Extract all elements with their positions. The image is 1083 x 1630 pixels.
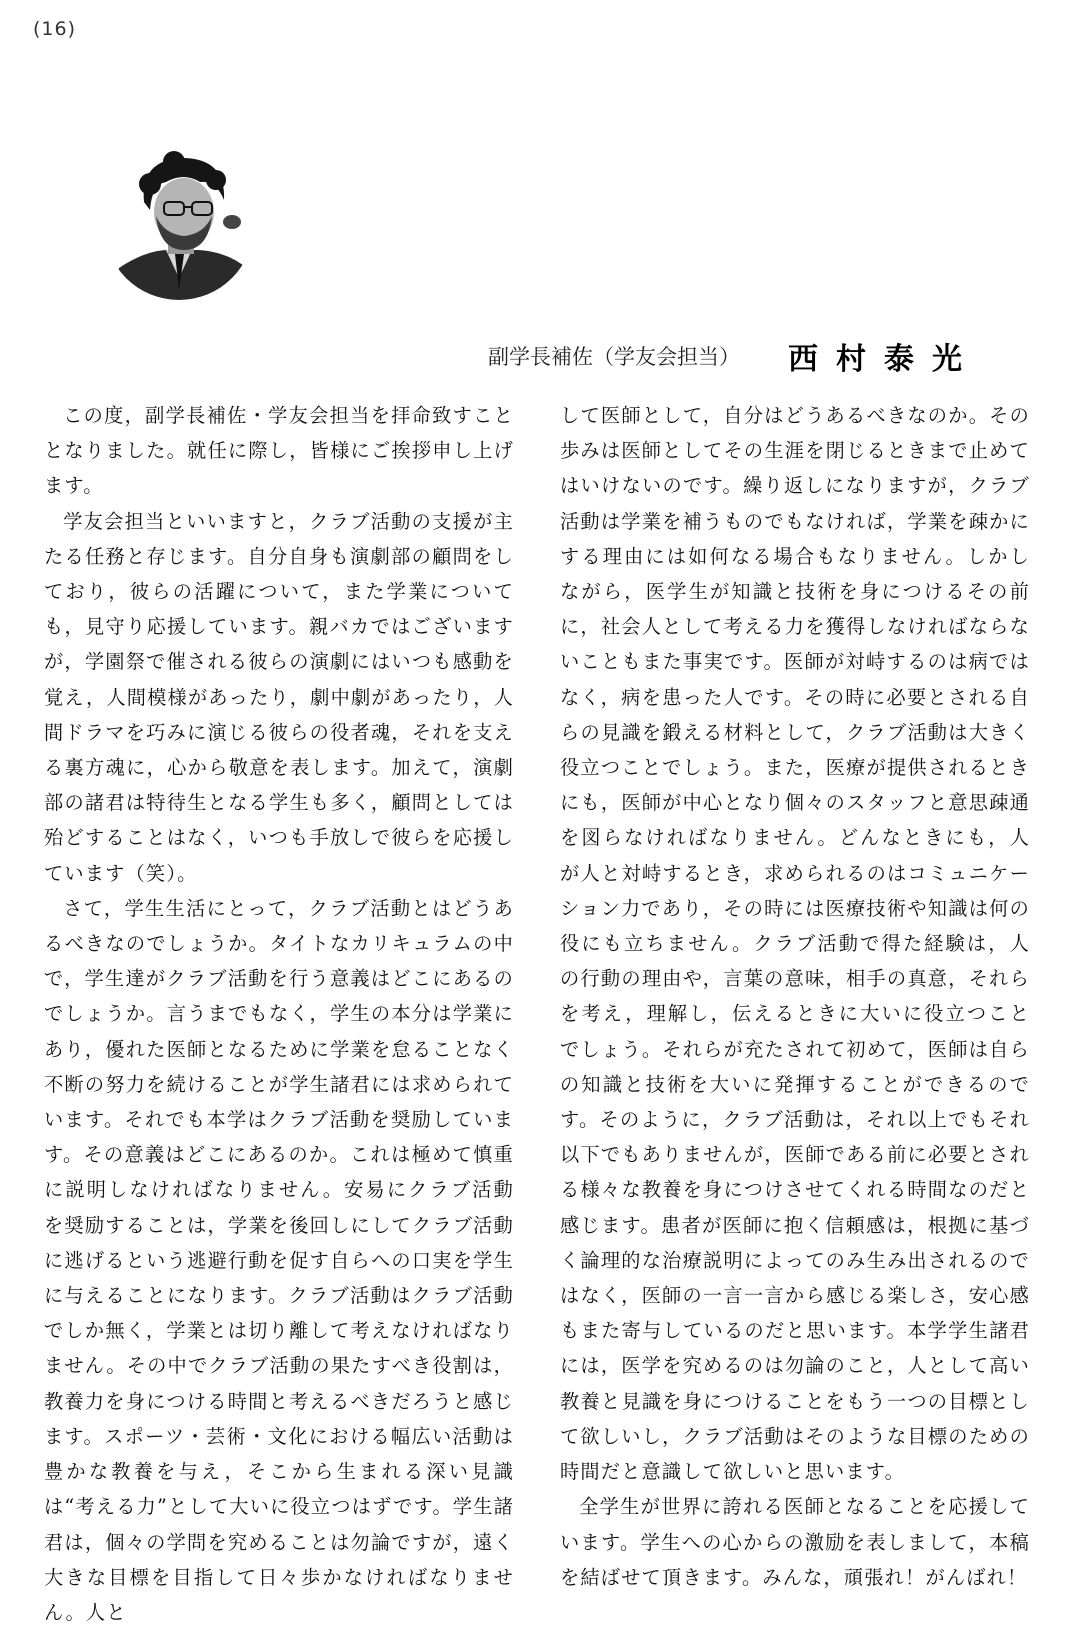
article-right-column (560, 398, 1030, 1595)
page-number: (16) (33, 18, 77, 40)
paragraph-club-support: 学友会担当といいますと，クラブ活動の支援が主たる任務と存じます。自分自身も演劇部の顧問をしており，彼らの活躍について，また学業についても，見守り応援しています。親バカではございますが，学園祭で催される彼らの演劇にはいつも感動を覚え，人間模様があったり，劇中劇があったり，人間ドラマを巧みに演じる彼らの役者魂，それを支える裏方魂に，心から敬意を表します。加えて，演劇部の諸君は特待生となる学生も多く，顧問としては殆どすることはなく，いつも手放しで彼らを応援しています（笑）。 (44, 509, 514, 885)
paragraph-continued: して医師として，自分はどうあるべきなのか。その歩みは医師としてその生涯を閉じるときまで止めてはいけないのです。繰り返しになりますが，クラブ活動は学業を補うものでもなければ，学業を疎かにする理由には如何なる場合もなりません。しかしながら，医学生が知識と技術を身につけるその前に，社会人として考える力を獲得しなければならないこともまた事実です。医師が対峙するのは病ではなく，病を患った人です。その時に必要とされる自らの見識を鍛える材料として，クラブ活動は大きく役立つことでしょう。また，医療が提供されるときにも，医師が中心となり個々のスタッフと意思疎通を図らなければなりません。どんなときにも，人が人と対峙するとき，求められるのはコミュニケーション力であり，その時には医療技術や知識は何の役にも立ちません。クラブ活動で得た経験は，人の行動の理由や，言葉の意味，相手の真意，それらを考え，理解し，伝えるときに大いに役立つことでしょう。それらが充たされて初めて，医師は自らの知識と技術を大いに発揮することができるのです。そのように，クラブ活動は，それ以上でもそれ以下でもありませんが，医師である前に必要とされる様々な教養を身につけさせてくれる時間なのだと感じます。患者が医師に抱く信頼感は，根拠に基づく論理的な治療説明によってのみ生み出されるのではなく，医師の一言一言から感じる楽しさ，安心感もまた寄与しているのだと思います。本学学生諸君には，医学を究めるのは勿論のこと，人として高い教養と見識を身につけることをもう一つの目標として欲しいし，クラブ活動はそのような目標のための時間だと意識して欲しいと思います。 (560, 404, 1030, 1484)
paragraph-club-meaning: さて，学生生活にとって，クラブ活動とはどうあるべきなのでしょうか。タイトなカリキュラムの中で，学生達がクラブ活動を行う意義はどこにあるのでしょうか。言うまでもなく，学生の本分は学業にあり，優れた医師となるために学業を怠ることなく不断の努力を続けることが学生諸君には求められています。それでも本学はクラブ活動を奨励しています。その意義はどこにあるのか。これは極めて慎重に説明しなければなりません。安易にクラブ活動を奨励することは，学業を後回しにしてクラブ活動に逃げるという逃避行動を促す自らへの口実を学生に与えることになります。クラブ活動はクラブ活動でしか無く，学業とは切り離して考えなければなりません。その中でクラブ活動の果たすべき役割は，教養力を身につける時間と考えるべきだろうと感じます。スポーツ・芸術・文化における幅広い活動は豊かな教養を与え，そこから生まれる深い見識は“考える力”として大いに役立つはずです。学生諸君は，個々の学問を究めることは勿論ですが，遠く大きな目標を目指して日々歩かなければなりません。人と (44, 896, 514, 1624)
paragraph-greeting: この度，副学長補佐・学友会担当を拝命致すこととなりました。就任に際し，皆様にご挨拶申し上げます。 (44, 404, 514, 498)
author-byline (488, 336, 1008, 376)
author-role: 副学長補佐（学友会担当） (488, 345, 740, 369)
paragraph-closing: 全学生が世界に誇れる医師となることを応援しています。学生への心からの激励を表しまして，本稿を結ばせて頂きます。みんな，頑張れ！がんばれ！ (560, 1495, 1030, 1589)
author-portrait (104, 150, 254, 300)
article-left-column (44, 398, 514, 1630)
author-name: 西村泰光 (788, 342, 980, 377)
portrait-photo (104, 150, 254, 300)
